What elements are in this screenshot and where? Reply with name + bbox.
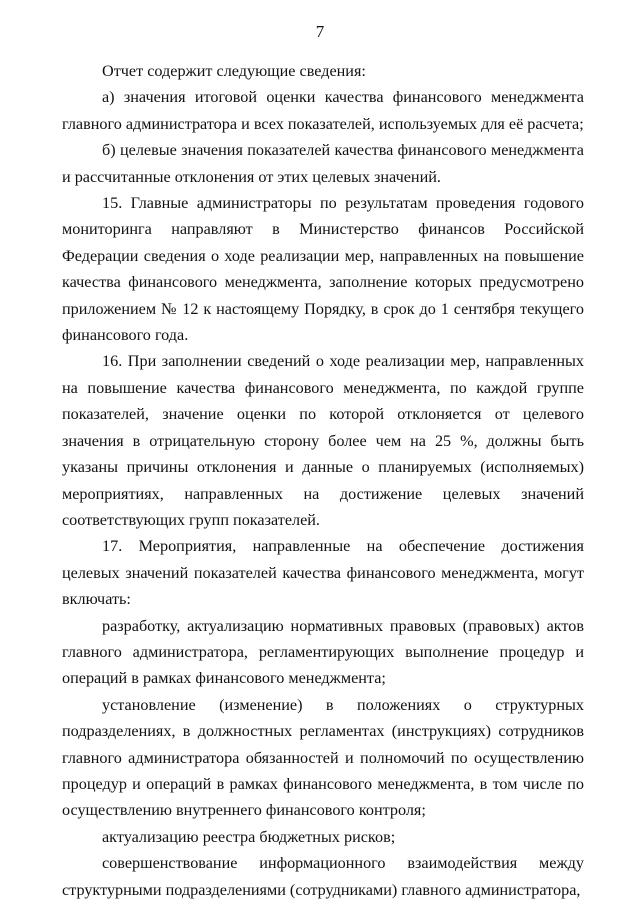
clause-15-paragraph: 15. Главные администраторы по результатам проведения годового мониторинга направляют в Министерство финансов Российской Федерации сведения о ходе реализации мер, направленных на повышение качества финансового менеджмента, заполнение которых предусмотрено приложением № 12 к настоящему Порядку, в срок до 1 сентября текущего финансового года. (62, 194, 584, 345)
document-body (62, 58, 584, 903)
clause-16-paragraph: 16. При заполнении сведений о ходе реализации мер, направленных на повышение качества финансового менеджмента, по каждой группе показателей, значение оценки по которой отклоняется от целевого значения в отрицательную сторону более чем на 25 %, должны быть указаны причины отклонения и данные о планируемых (исполняемых) мероприятиях, направленных на достижение целевых значений соответствующих групп показателей. (62, 352, 584, 529)
clause-17-paragraph: 17. Мероприятия, направленные на обеспечение достижения целевых значений показателей качества финансового менеджмента, могут включать: (62, 537, 584, 609)
measure-risk-registry-paragraph: актуализацию реестра бюджетных рисков; (102, 827, 396, 846)
item-b-paragraph: б) целевые значения показателей качества финансового менеджмента и рассчитанные отклонения от этих целевых значений. (62, 141, 584, 186)
measure-interaction-paragraph: совершенствование информационного взаимодействия между структурными подразделениями (сотрудниками) главного администратора, (62, 854, 584, 899)
measure-development-paragraph: разработку, актуализацию нормативных правовых (правовых) актов главного администратора, регламентирующих выполнение процедур и операций в рамках финансового менеджмента; (62, 616, 584, 688)
item-a-paragraph: а) значения итоговой оценки качества финансового менеджмента главного администратора и всех показателей, используемых для её расчета; (62, 88, 584, 133)
page-number: 7 (315, 22, 325, 41)
report-intro-paragraph: Отчет содержит следующие сведения: (102, 62, 366, 80)
measure-regulations-paragraph: установление (изменение) в положениях о структурных подразделениях, в должностных регламентах (инструкциях) сотрудников главного администратора обязанностей и полномочий по осуществлению процедур и операций в рамках финансового менеджмента, в том числе по осуществлению внутреннего финансового контроля; (62, 695, 584, 820)
